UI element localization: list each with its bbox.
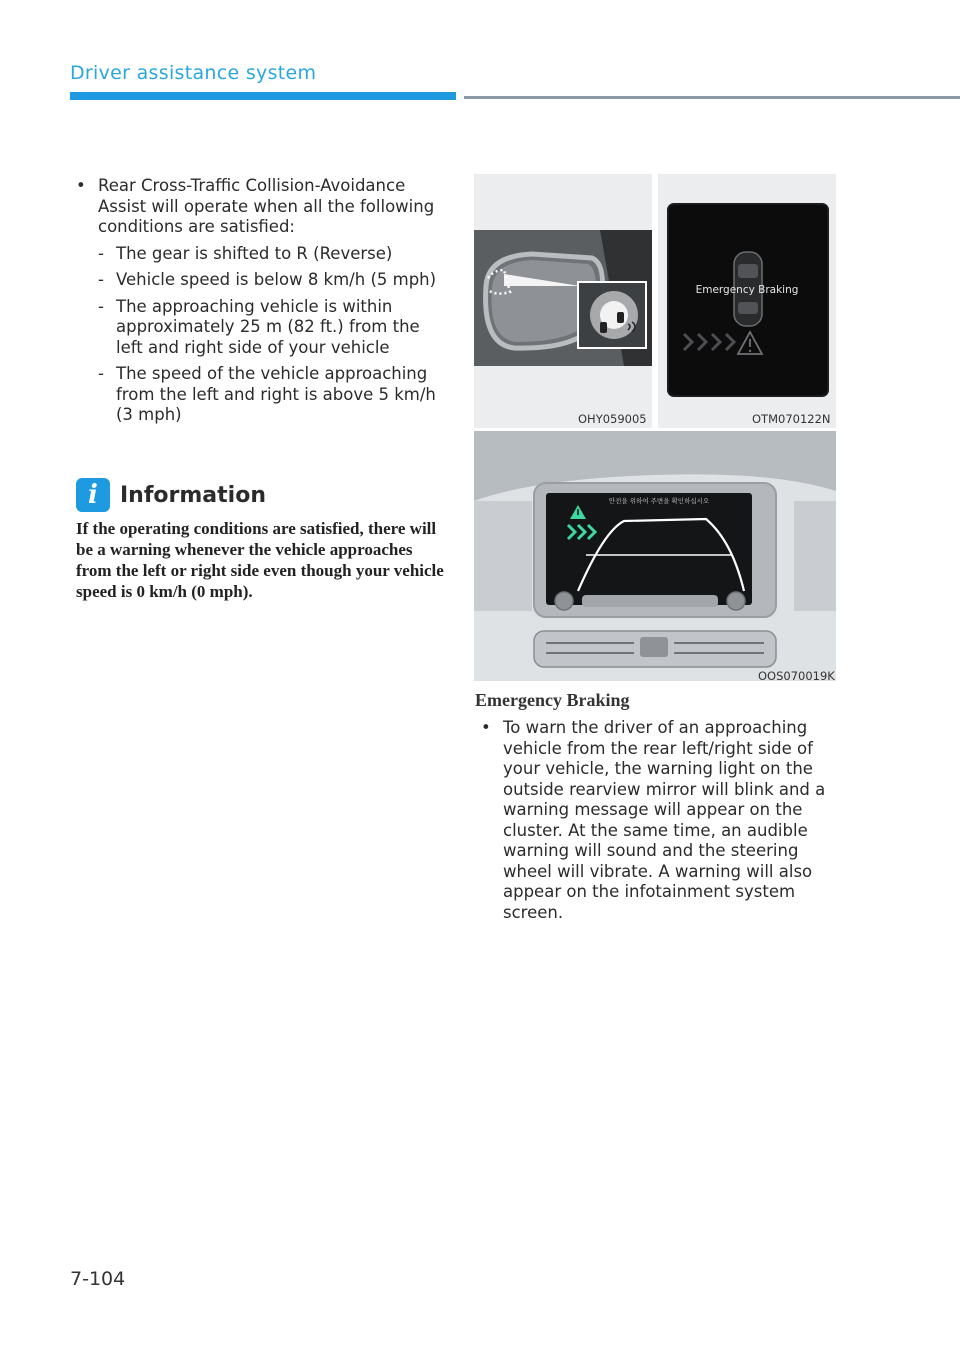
- emergency-braking-section: [475, 718, 837, 929]
- figure-code: OOS070019K: [758, 669, 835, 681]
- mirror-illustration: [474, 174, 652, 428]
- information-title: Information: [120, 482, 266, 508]
- header-title: Driver assistance system: [70, 62, 317, 84]
- cluster-message: Emergency Braking: [695, 284, 799, 296]
- conditions-bullet: • Rear Cross-Traffic Collision-Avoidance Assist will operate when all the following conditions are satisfied:: [70, 176, 440, 238]
- conditions-section: [70, 176, 440, 432]
- figure-code: OHY059005: [578, 412, 647, 426]
- header-bar-gray: [464, 96, 960, 99]
- emergency-braking-bullet: • To warn the driver of an approaching vehicle from the rear left/right side of your vehicle, the warning light on the outside rearview mirror will blink and a warning message will appear on the cluster. At the same time, an audible warning will sound and the steering wheel will vibrate. A warning will also appear on the infotainment system screen.: [475, 718, 837, 923]
- infotainment-illustration: [474, 431, 836, 681]
- warning-glow-icon: [590, 291, 638, 339]
- condition-item: - The approaching vehicle is within approximately 25 m (82 ft.) from the left and right side of your vehicle: [70, 297, 440, 359]
- cluster-illustration: [658, 174, 836, 428]
- information-icon: i: [76, 478, 110, 512]
- condition-item: - The gear is shifted to R (Reverse): [70, 244, 440, 265]
- information-header: [76, 478, 266, 512]
- condition-item: - The speed of the vehicle approaching from the left and right is above 5 km/h (3 mph): [70, 364, 440, 426]
- infotainment-overlay-text: 안전을 위하여 주변을 확인하십시오: [608, 497, 710, 505]
- information-body: If the operating conditions are satisfied, there will be a warning whenever the vehicle approaches from the left or right side even though your vehicle speed is 0 km/h (0 mph).: [76, 519, 444, 601]
- header-bar-blue: [70, 92, 456, 100]
- emergency-braking-title: Emergency Braking: [475, 690, 630, 710]
- mirror-warning-drawing: [474, 174, 652, 428]
- page-number: 7-104: [70, 1268, 126, 1290]
- infotainment-screen-drawing: [474, 431, 836, 681]
- cluster-screen-drawing: [658, 174, 836, 428]
- condition-item: - Vehicle speed is below 8 km/h (5 mph): [70, 270, 440, 291]
- figure-code: OTM070122N: [752, 412, 831, 426]
